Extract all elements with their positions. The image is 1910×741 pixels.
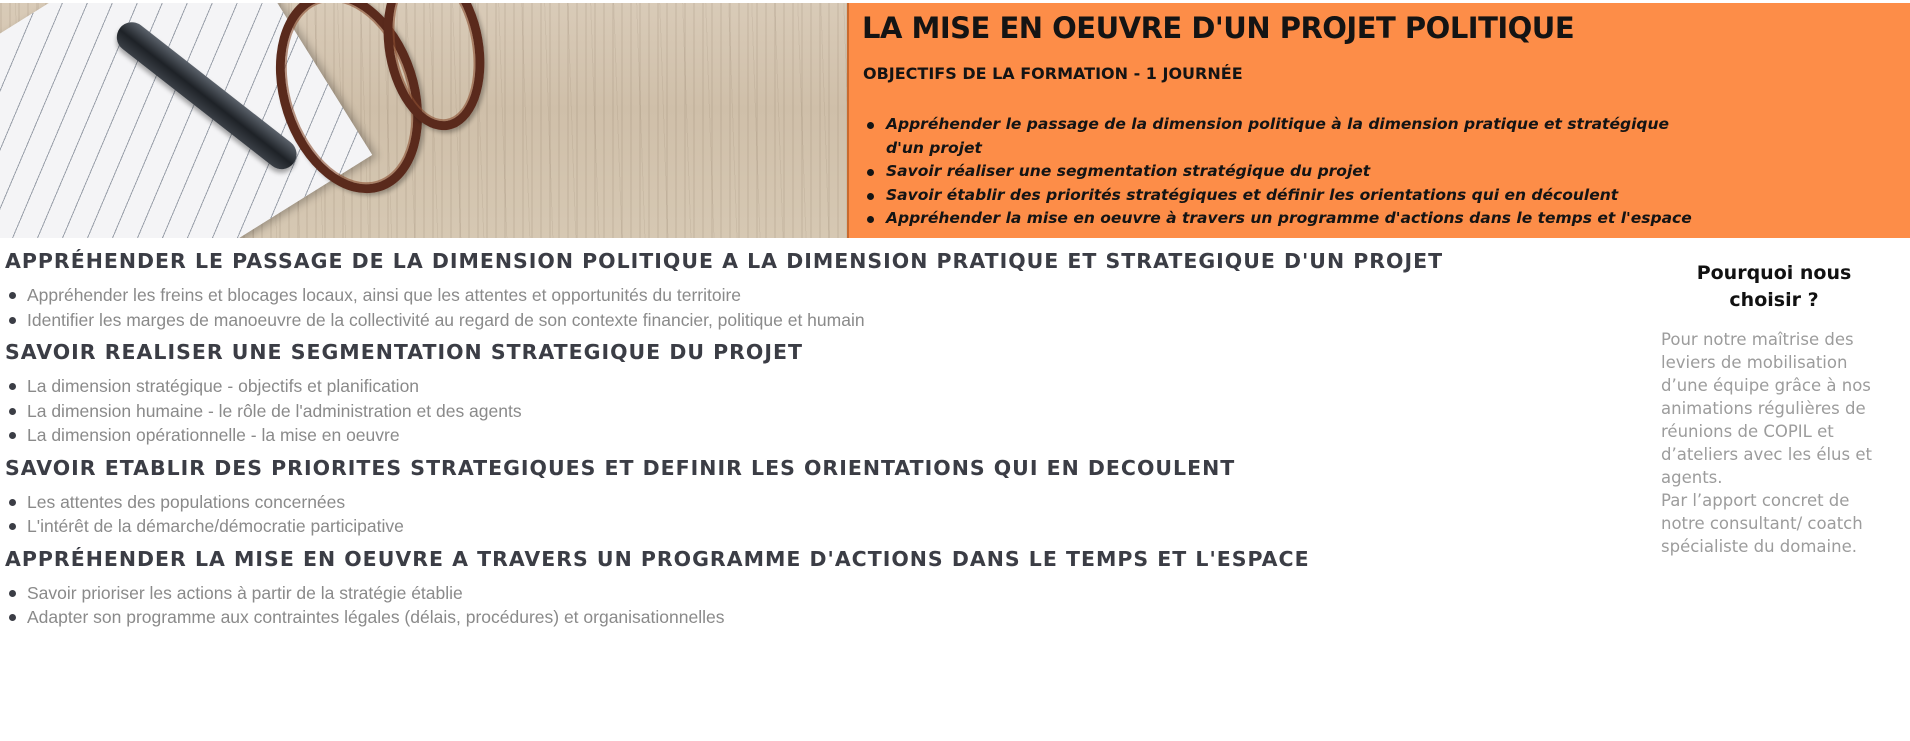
bullet-icon [9,383,16,390]
bullet-icon [9,499,16,506]
list-item: Adapter son programme aux contraintes légales (délais, procédures) et organisationnelles [5,605,1605,630]
section-heading: SAVOIR REALISER UNE SEGMENTATION STRATEGIQUE DU PROJET [5,340,803,364]
bullet-icon [9,408,16,415]
header-banner [0,3,1910,238]
list-item: Appréhender les freins et blocages locaux, ainsi que les attentes et opportunités du territoire [5,283,1605,308]
sidebar-text [1661,328,1891,558]
bullet-icon [867,169,874,176]
objective-item: Savoir établir des priorités stratégiques et définir les orientations qui en découlent [863,184,1698,208]
objective-item: Savoir réaliser une segmentation stratégique du projet [863,160,1698,184]
program-content [5,245,1605,634]
list-item: Savoir prioriser les actions à partir de la stratégie établie [5,581,1605,606]
objectives-subtitle: OBJECTIFS DE LA FORMATION - 1 JOURNÉE [863,64,1243,83]
bullet-icon [9,292,16,299]
banner-objectives-panel [847,3,1910,238]
section-list [5,581,1605,630]
section-list [5,283,1605,332]
bullet-icon [9,432,16,439]
bullet-icon [9,523,16,530]
list-item: Les attentes des populations concernées [5,490,1605,515]
sidebar-paragraph: Par l’apport concret de notre consultant/ coatch spécialiste du domaine. [1661,491,1863,556]
bullet-icon [9,590,16,597]
section-heading: APPRÉHENDER LA MISE EN OEUVRE A TRAVERS UN PROGRAMME D'ACTIONS DANS LE TEMPS ET L'ESPACE [5,546,1310,571]
list-item: L'intérêt de la démarche/démocratie participative [5,514,1605,539]
why-choose-us-sidebar [1661,260,1891,558]
objectives-list [863,113,1698,231]
section-list [5,490,1605,539]
list-item: La dimension stratégique - objectifs et planification [5,374,1605,399]
objective-item: Appréhender la mise en oeuvre à travers un programme d'actions dans le temps et l'espace [863,207,1698,231]
page-title: LA MISE EN OEUVRE D'UN PROJET POLITIQUE [862,11,1575,45]
bullet-icon [867,122,874,129]
banner-photo [0,3,847,238]
list-item: La dimension opérationnelle - la mise en oeuvre [5,423,1605,448]
objective-item: Appréhender le passage de la dimension politique à la dimension pratique et stratégique d'un projet [863,113,1698,160]
bullet-icon [9,614,16,621]
bullet-icon [867,216,874,223]
sidebar-title: Pourquoi nous choisir ? [1696,262,1852,311]
sidebar-paragraph: Pour notre maîtrise des leviers de mobilisation d’une équipe grâce à nos animations régulières de réunions de COPIL et d’ateliers avec les élus et agents. [1661,330,1872,487]
list-item: La dimension humaine - le rôle de l'administration et des agents [5,399,1605,424]
section-heading: APPRÉHENDER LE PASSAGE DE LA DIMENSION POLITIQUE A LA DIMENSION PRATIQUE ET STRATEGIQUE D'UN PROJET [5,249,1444,273]
bullet-icon [9,317,16,324]
section-list [5,374,1605,448]
list-item: Identifier les marges de manoeuvre de la collectivité au regard de son contexte financier, politique et humain [5,308,1605,333]
section-heading: SAVOIR ETABLIR DES PRIORITES STRATEGIQUES ET DEFINIR LES ORIENTATIONS QUI EN DECOULENT [5,455,1236,480]
bullet-icon [867,193,874,200]
